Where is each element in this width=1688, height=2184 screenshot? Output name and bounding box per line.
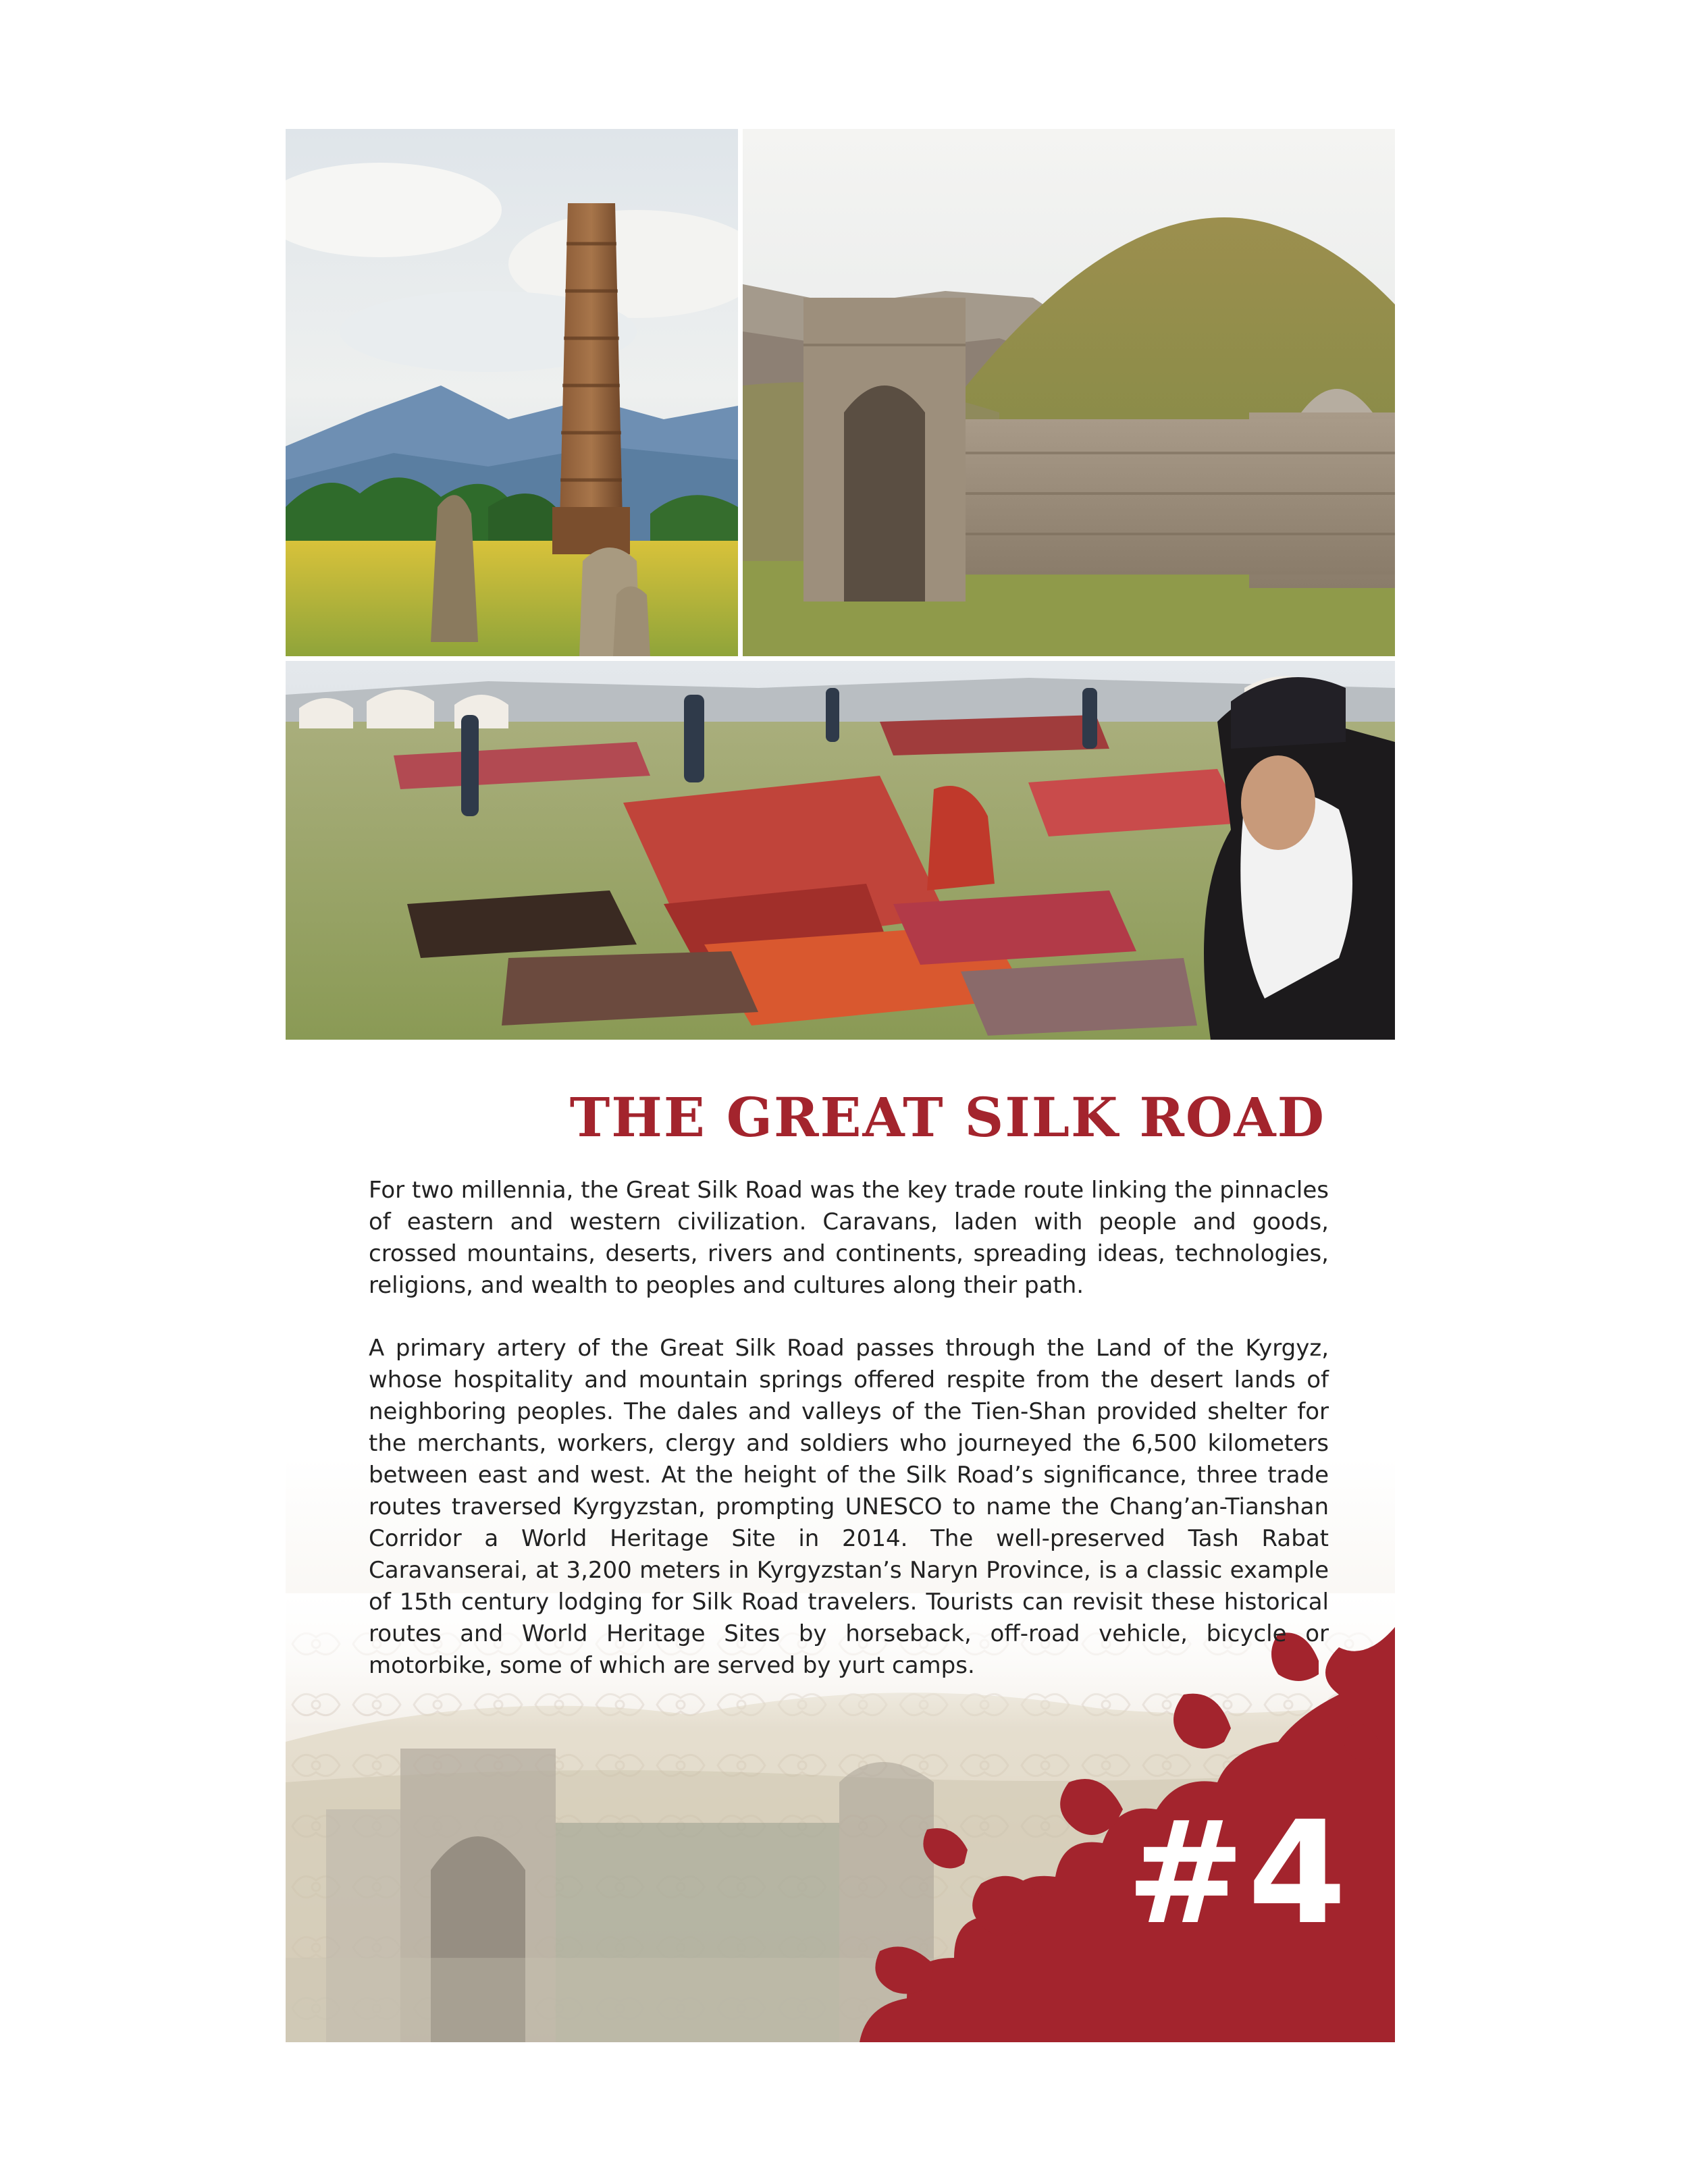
felt-carpet-market-photo <box>286 661 1395 1040</box>
tash-rabat-caravanserai-photo <box>743 129 1395 656</box>
paragraph-kyrgyz-route: A primary artery of the Great Silk Road passes through the Land of the Kyrgyz, whose hospitality and mountain springs offered respite from the desert lands of neighboring peoples. The dales and valleys of the Tien-Shan provided shelter for the merchants, workers, clergy and soldiers who journeyed the 6,500 kilometers between east and west. At the height of the Silk Road’s significance, three trade routes traversed Kyrgyzstan, prompting UNESCO to name the Chang’an-Tianshan Corridor a World Heritage Site in 2014. The well-preserved Tash Rabat Caravanserai, at 3,200 meters in Kyrgyzstan’s Naryn Province, is a classic example of 15th century lodging for Silk Road travelers. Tourists can revisit these historical routes and World Heritage Sites by horseback, off-road vehicle, bicycle or motorbike, some of which are served by yurt camps. <box>369 1335 1329 1679</box>
article-body <box>369 1175 1329 1713</box>
page-title: THE GREAT SILK ROAD <box>569 1086 1325 1149</box>
article-panel <box>286 1067 1395 2042</box>
page-number-badge: #4 <box>1126 1790 1350 1956</box>
burana-tower-photo <box>286 129 738 656</box>
paragraph-intro: For two millennia, the Great Silk Road was the key trade route linking the pinnacles of eastern and western civilization. Caravans, laden with people and goods, crossed mountains, deserts, rivers and continents, spreading ideas, technologies, religions, and wealth to peoples and cultures along their path. <box>369 1177 1329 1299</box>
